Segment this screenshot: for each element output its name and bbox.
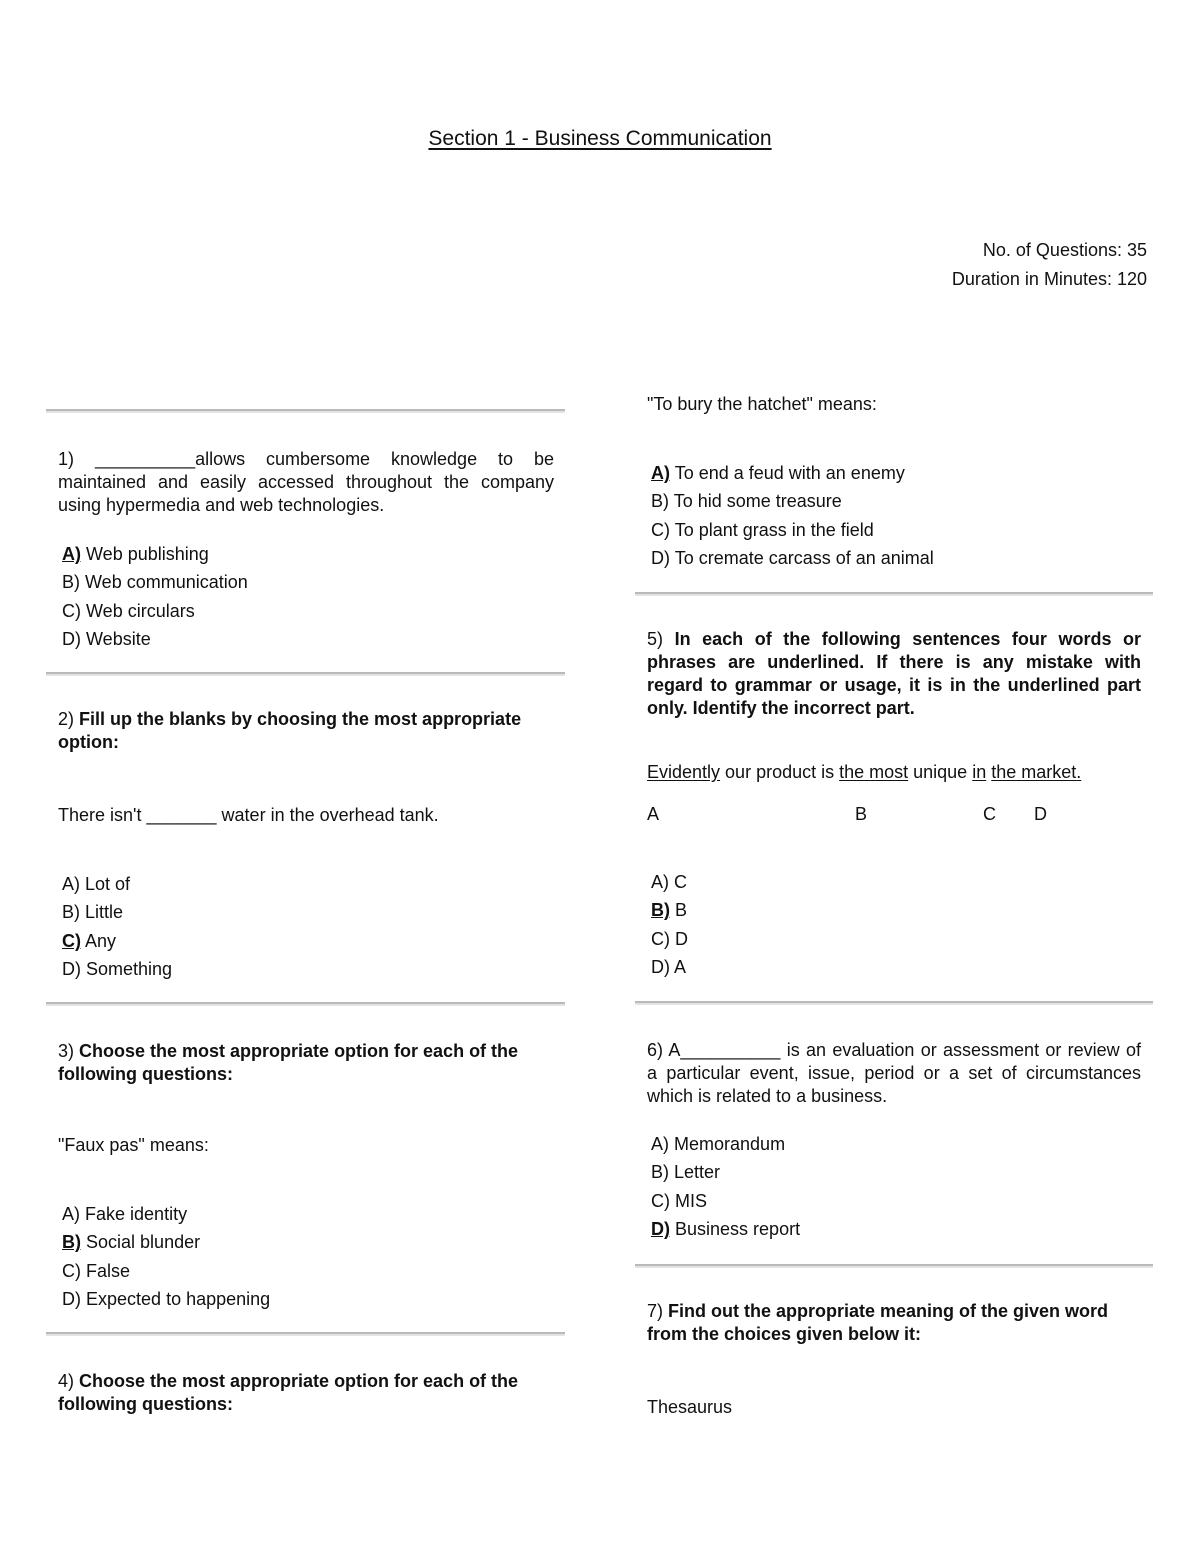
option[interactable]: D) Website xyxy=(62,629,151,650)
option[interactable]: B) Social blunder xyxy=(62,1232,201,1253)
question-6-options xyxy=(651,1130,800,1244)
question-4: 4) Choose the most appropriate option for each of the following questions: xyxy=(58,1371,519,1414)
question-3-options xyxy=(62,1200,270,1314)
question-5-options xyxy=(651,868,688,982)
option[interactable]: D) Expected to happening xyxy=(62,1289,271,1310)
option[interactable]: C) MIS xyxy=(651,1190,708,1211)
marker-c: C xyxy=(983,804,996,824)
question-2-sentence: There isn't _______ water in the overhead tank. xyxy=(58,805,439,825)
option[interactable]: C) Any xyxy=(62,930,117,951)
option[interactable]: A) Web publishing xyxy=(62,544,209,564)
option[interactable]: A) To end a feud with an enemy xyxy=(651,463,905,483)
option[interactable]: D) To cremate carcass of an animal xyxy=(651,548,934,569)
option[interactable]: A) Fake identity xyxy=(62,1204,188,1224)
question-1: 1) __________allows cumbersome knowledge to be maintained and easily accessed throughout the company using hypermedia and web technologies. xyxy=(58,449,554,515)
option[interactable]: C) Web circulars xyxy=(62,600,195,621)
option[interactable]: A) Memorandum xyxy=(651,1134,786,1154)
option[interactable]: A) Lot of xyxy=(62,874,131,894)
option[interactable]: B) To hid some treasure xyxy=(651,491,842,512)
divider xyxy=(46,672,565,674)
divider xyxy=(635,592,1153,594)
option[interactable]: B) Web communication xyxy=(62,572,248,593)
question-2-options xyxy=(62,870,172,984)
question-3: 3) Choose the most appropriate option for each of the following questions: xyxy=(58,1041,519,1084)
option[interactable]: C) False xyxy=(62,1260,131,1281)
divider xyxy=(46,1332,565,1334)
question-5: 5) In each of the following sentences four words or phrases are underlined. If there is any mistake with regard to grammar or usage, it is in the underlined part only. Identify the incorrect part. xyxy=(647,629,1141,718)
divider xyxy=(46,1002,565,1004)
option[interactable]: D) Something xyxy=(62,959,173,980)
question-7-word: Thesaurus xyxy=(647,1397,733,1417)
option[interactable]: D) Business report xyxy=(651,1219,801,1240)
option[interactable]: B) B xyxy=(651,900,688,921)
option[interactable]: C) D xyxy=(651,928,689,949)
question-1-options xyxy=(62,540,248,654)
duration: Duration in Minutes: 120 xyxy=(951,269,1147,289)
question-count: No. of Questions: 35 xyxy=(982,240,1147,260)
marker-a: A xyxy=(647,804,660,824)
marker-b: B xyxy=(855,804,868,824)
option[interactable]: B) Little xyxy=(62,902,124,923)
option[interactable]: B) Letter xyxy=(651,1162,721,1183)
question-7: 7) Find out the appropriate meaning of the given word from the choices given below it: xyxy=(647,1301,1109,1344)
question-4-options xyxy=(651,459,934,573)
option[interactable]: A) C xyxy=(651,872,688,892)
divider xyxy=(46,409,565,411)
question-6: 6) A__________ is an evaluation or assessment or review of a particular event, issue, period or a set of circumstances which is related to a business. xyxy=(647,1040,1141,1106)
question-3-prompt: "Faux pas" means: xyxy=(58,1135,209,1155)
option[interactable]: C) To plant grass in the field xyxy=(651,519,874,540)
divider xyxy=(635,1264,1153,1266)
marker-d: D xyxy=(1034,804,1047,824)
divider xyxy=(635,1001,1153,1003)
question-5-sentence: Evidently our product is the most unique in the market. xyxy=(647,762,1082,782)
question-2: 2) Fill up the blanks by choosing the most appropriate option: xyxy=(58,709,522,752)
page-title: Section 1 - Business Communication xyxy=(428,127,772,150)
question-4-prompt: "To bury the hatchet" means: xyxy=(647,394,877,414)
option[interactable]: D) A xyxy=(651,957,687,978)
